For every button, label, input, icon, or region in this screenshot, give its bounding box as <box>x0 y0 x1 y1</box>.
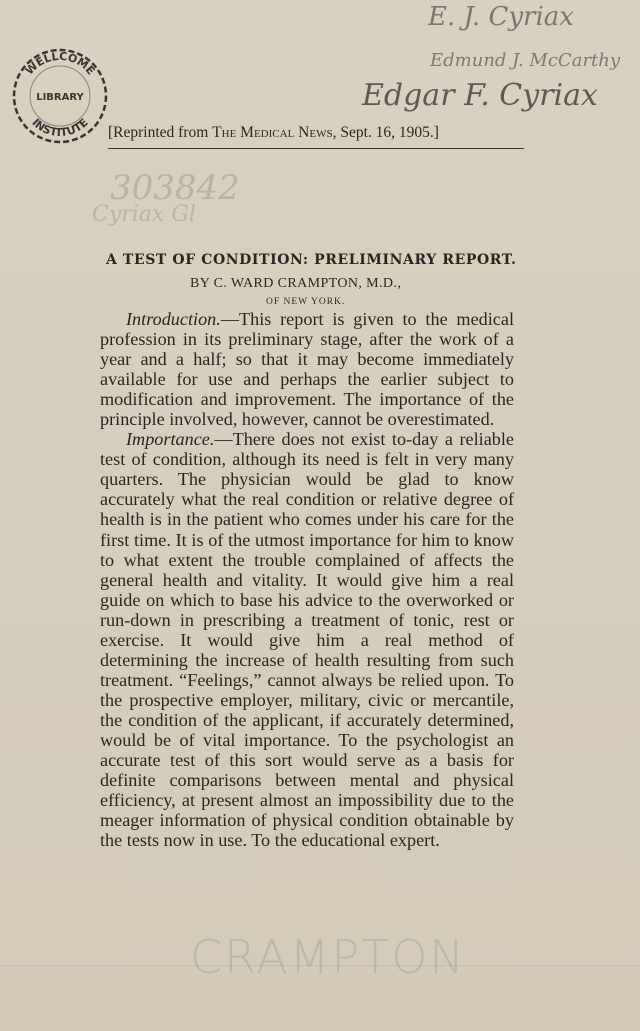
stamp-middle-text: LIBRARY <box>36 92 84 103</box>
reprint-prefix: [Reprinted from <box>108 124 213 141</box>
signature-2: Edmund J. McCarthy <box>430 50 621 71</box>
article-title: A TEST OF CONDITION: PRELIMINARY REPORT. <box>106 252 517 268</box>
author-location: OF NEW YORK. <box>266 297 346 307</box>
journal-name: The Medical News <box>212 124 333 141</box>
paragraph-text: —There does not exist to-day a reliable test of condition, although its need is felt in very many quarters. The physician would be glad to know accurately what the real condition or relative degree of health is in the patient who comes under his care for the first time. It is of the utmost importance for him to know to what extent the trouble complained of affects the general health and vitality. It would give him a real guide on which to base his advice to the overworked or run-down in prescribing a treatment of tonic, rest or exercise. It would give him a real method of determining the increase of health resulting from such treatment. “Feelings,” cannot always be relied upon. To the prospective employer, military, civic or mercantile, the condition of the applicant, if accurately determined, would be of vital importance. To the psychologist an accurate test of this sort would serve as a basis for definite comparisons between mental and physical efficiency, at present almost an impossibility due to the meager information of physical condition obtainable by the tests now in use. To the educational expert. <box>100 429 514 851</box>
section-heading: Introduction. <box>126 309 221 329</box>
paragraph-importance <box>100 429 514 850</box>
paragraph-text: —This report is given to the medical profession in its preliminary stage, after the work of a year and a half; so that it may become immediately available for use and perhaps the earlier subject to modification and improvement. The importance of the principle involved, however, cannot be overestimated. <box>100 309 514 430</box>
signature-1: E. J. Cyriax <box>428 2 574 32</box>
footer-name: CRAMPTON <box>190 930 466 984</box>
section-heading: Importance. <box>126 429 215 450</box>
library-stamp <box>10 46 110 146</box>
page-crease <box>0 965 640 966</box>
paragraph-introduction <box>100 309 514 429</box>
signature-3: Edgar F. Cyriax <box>362 78 598 113</box>
stamp-seal-icon <box>10 46 110 146</box>
article-byline: BY C. WARD CRAMPTON, M.D., <box>190 276 402 291</box>
header-rule <box>108 148 524 149</box>
svg-text:WELLCOME <box>23 50 98 78</box>
reprint-notice <box>108 124 528 142</box>
stamp-top-text: WELLCOME <box>22 49 98 78</box>
shelf-note: Cyriax Gl <box>92 202 196 227</box>
shelf-mark: 303842 <box>110 168 240 208</box>
stamp-bottom-text: INSTITUTE <box>29 115 91 140</box>
reprint-date: , Sept. 16, 1905.] <box>332 124 439 141</box>
article-body <box>100 309 514 850</box>
